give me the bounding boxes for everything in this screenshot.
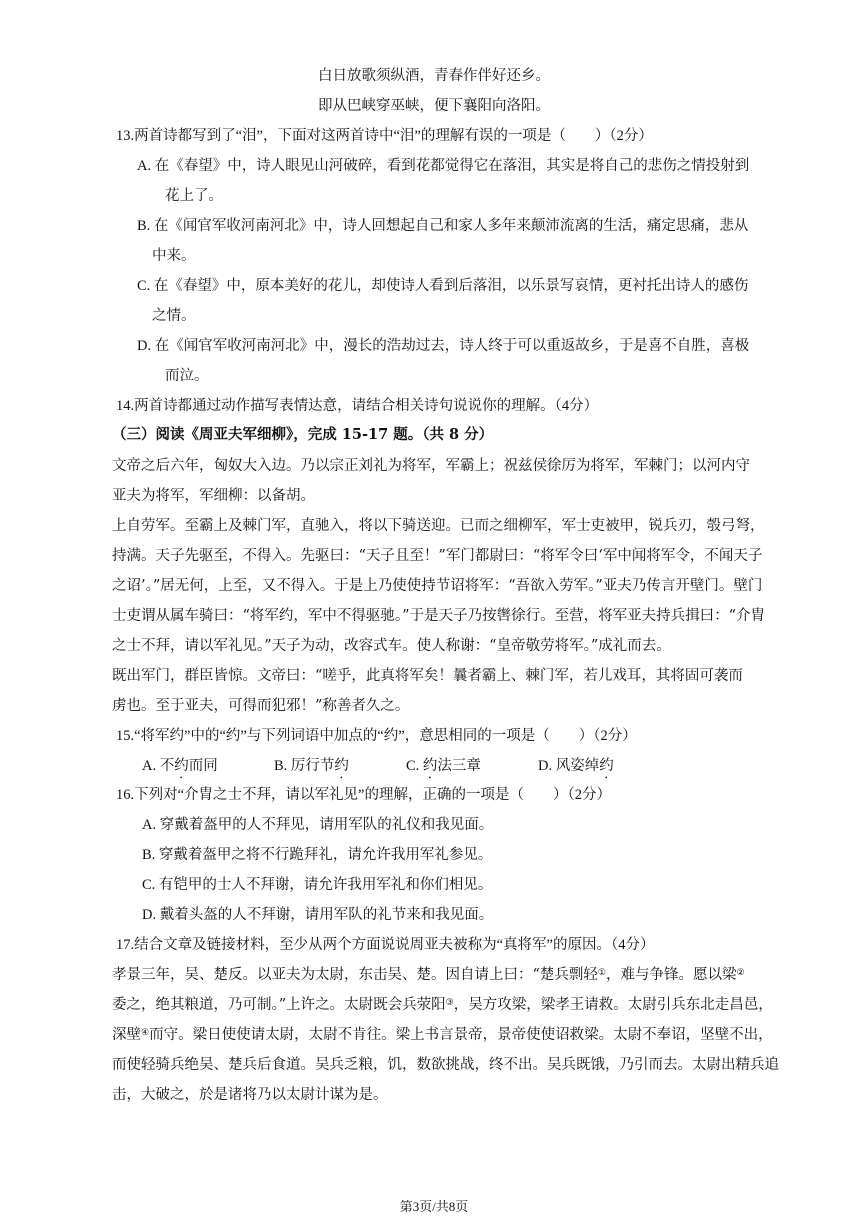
link-line2-part2: ，吴方攻梁，梁孝王请救。太尉引兵东北走昌邑，	[453, 997, 773, 1013]
question-15-option-a	[142, 756, 218, 782]
passage-p2-line1: 上自劳军。至霸上及棘门军，直驰入，将以下骑送迎。已而之细柳军，军士吏被甲，锐兵刃，彀弓弩，	[112, 518, 765, 534]
link-material-line5: 击，大破之，於是诸将乃以太尉计谋为是。	[112, 1087, 388, 1103]
question-17-stem: 17.结合文章及链接材料，至少从两个方面说说周亚夫被称为“真将军”的原因。（4分）	[116, 937, 655, 953]
footnote-marker-1: ①	[597, 968, 606, 978]
link-line3-part2: 而守。梁日使使请太尉，太尉不肯往。梁上书言景帝，景帝使使诏救梁。太尉不奉诏，坚壁不出，	[149, 1027, 773, 1043]
question-16-option-a: A. 穿戴着盔甲的人不拜见，请用军队的礼仪和我见面。	[142, 817, 494, 833]
question-13-option-a-cont: 花上了。	[165, 188, 223, 204]
passage-p3-line1: 既出军门，群臣皆惊。文帝曰：“嗟乎，此真将军矣！曩者霸上、棘门军，若儿戏耳，其将固可袭而	[112, 668, 743, 684]
option-d-dotted-char: 约	[599, 758, 614, 774]
poem-line-2: 即从巴峡穿巫峡，便下襄阳向洛阳。	[318, 98, 550, 114]
question-16-stem: 16.下列对“介胄之士不拜，请以军礼见”的理解，正确的一项是（ ）（2分）	[116, 787, 611, 803]
option-d-prefix: D. 风姿绰	[538, 758, 600, 774]
question-13-option-a: A. 在《春望》中，诗人眼见山河破碎，看到花都觉得它在落泪，其实是将自己的悲伤之情投射到	[137, 158, 750, 174]
question-15-option-b	[274, 756, 349, 782]
option-b-dotted-char: 约	[334, 758, 349, 774]
passage-p2-line4: 士吏谓从属车骑曰：“将军约，军中不得驱驰。”于是天子乃按辔徐行。至营，将军亚夫持兵揖曰：“介胄	[112, 608, 765, 624]
question-15-stem: 15.“将军约”中的“约”与下列词语中加点的“约”，意思相同的一项是（ ）（2分）	[116, 728, 637, 744]
passage-p2-line5: 之士不拜，请以军礼见。”天子为动，改容式车。使人称谢：“皇帝敬劳将军。”成礼而去。	[112, 638, 671, 654]
question-16-option-d: D. 戴着头盔的人不拜谢，请用军队的礼节来和我见面。	[142, 907, 494, 923]
question-13-option-b: B. 在《闻官军收河南河北》中，诗人回想起自己和家人多年来颠沛流离的生活，痛定思痛，悲从	[137, 218, 749, 234]
footnote-marker-4: ④	[141, 1028, 150, 1038]
link-line2-part1: 委之，绝其粮道，乃可制。”上许之。太尉既会兵荥阳	[112, 997, 446, 1013]
option-a-suffix: 而同	[188, 758, 218, 774]
question-14-stem: 14.两首诗都通过动作描写表情达意，请结合相关诗句说说你的理解。（4分）	[116, 398, 599, 414]
question-13-option-c-cont: 之情。	[152, 308, 196, 324]
question-13-option-b-cont: 中来。	[152, 248, 196, 264]
option-c-suffix: 法三章	[437, 758, 481, 774]
link-line1-part2: ，难与争锋。愿以梁	[606, 967, 737, 983]
passage-p2-line3: 之诏’。”居无何，上至，又不得入。于是上乃使使持节诏将军：“吾欲入劳军。”亚夫乃传言开壁门。壁门	[112, 578, 763, 594]
option-c-prefix: C.	[406, 758, 423, 774]
option-c-dotted-char: 约	[422, 758, 438, 774]
question-13-option-c: C. 在《春望》中，原本美好的花儿，却使诗人看到后落泪，以乐景写哀情，更衬托出诗人的感伤	[137, 278, 749, 294]
footnote-marker-2: ②	[736, 968, 745, 978]
question-13-stem: 13.两首诗都写到了“泪”，下面对这两首诗中“泪”的理解有误的一项是（ ）（2分）	[116, 128, 653, 144]
question-15-option-c	[406, 756, 481, 782]
footnote-marker-3: ③	[445, 998, 454, 1008]
poem-line-1: 白日放歌须纵酒，青春作伴好还乡。	[318, 68, 550, 84]
link-material-line2	[112, 995, 773, 1015]
option-a-prefix: A. 不	[142, 758, 175, 774]
question-13-option-d-cont: 而泣。	[165, 368, 209, 384]
page-number: 第3页/共8页	[399, 1199, 469, 1214]
option-a-dotted-char: 约	[174, 758, 189, 774]
option-b-prefix: B. 厉行节	[274, 758, 335, 774]
link-material-line4: 而使轻骑兵绝吴、楚兵后食道。吴兵乏粮，饥，数欲挑战，终不出。吴兵既饿，乃引而去。太尉出精兵追	[112, 1057, 779, 1073]
question-15-option-d	[538, 756, 614, 782]
section-3-title: （三）阅读《周亚夫军细柳》，完成 15-17 题。（共 8 分）	[112, 426, 494, 443]
passage-p3-line2: 虏也。至于亚夫，可得而犯邪！”称善者久之。	[112, 698, 410, 714]
question-16-option-c: C. 有铠甲的士人不拜谢，请允许我用军礼和你们相见。	[142, 877, 493, 893]
question-13-option-d: D. 在《闻官军收河南河北》中，漫长的浩劫过去，诗人终于可以重返故乡，于是喜不自胜，喜极	[137, 338, 750, 354]
passage-p1-line2: 亚夫为将军，军细柳：以备胡。	[112, 488, 315, 504]
link-material-line1	[112, 965, 745, 985]
question-16-option-b: B. 穿戴着盔甲之将不行跪拜礼，请允许我用军礼参见。	[142, 847, 493, 863]
passage-p1-line1: 文帝之后六年，匈奴大入边。乃以宗正刘礼为将军，军霸上；祝兹侯徐厉为将军，军棘门；以河内守	[112, 458, 750, 474]
link-line1-part1: 孝景三年，吴、楚反。以亚夫为太尉，东击吴、楚。因自请上曰：“楚兵剽轻	[112, 967, 598, 983]
passage-p2-line2: 持满。天子先驱至，不得入。先驱曰：“天子且至！”军门都尉曰：“将军令曰‘军中闻将军令，不闻天子	[112, 548, 763, 564]
link-material-line3	[112, 1025, 773, 1045]
link-line3-part1: 深壁	[112, 1027, 141, 1043]
